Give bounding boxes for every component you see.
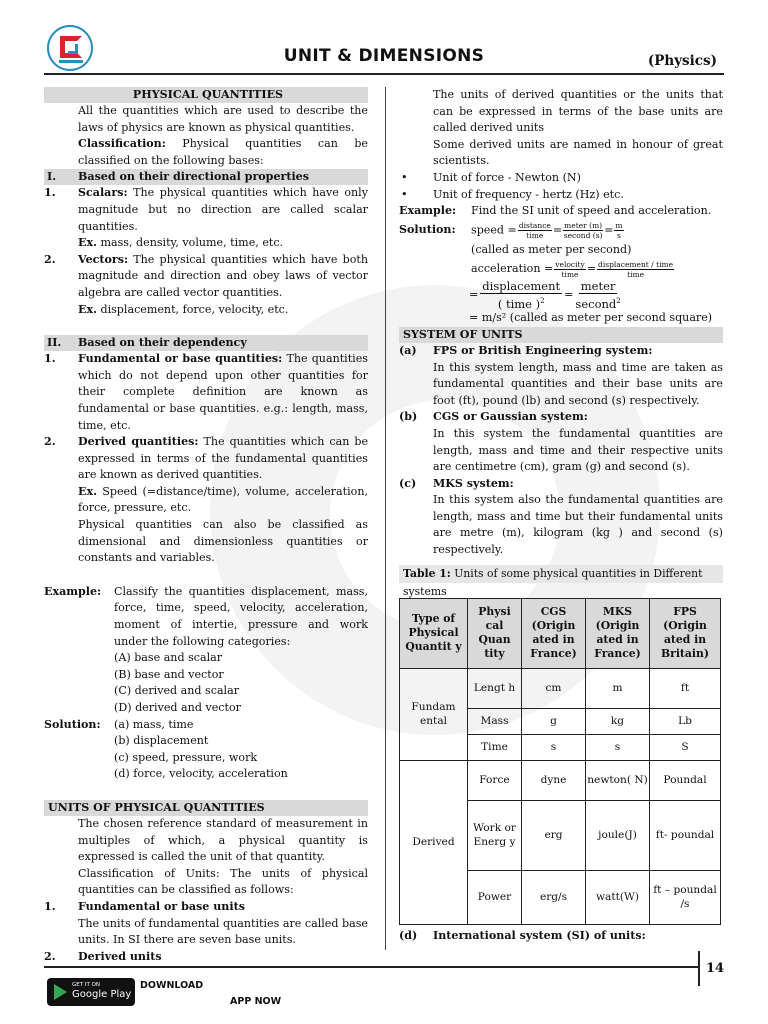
list-item: 1. Fundamental or base quantities: The quantities which do not depend upon other quantities for their complete definition are known as fundamental or base quantities. e.g.: length, mass, time, etc. (44, 352, 368, 432)
page-number-bar (698, 951, 700, 986)
table-header: CGS (Origin ated in France) (522, 598, 586, 668)
list-item: 2. Derived quantities: The quantities which can be expressed in terms of the fundamental quantities are known as derived quantities. Ex. Speed (=distance/time), volume, acceleration, force, pressure, etc. Physical quantities can also be classified as dimensional and dimensionless quantities or constants and variables. (44, 435, 369, 565)
bullet-item: • Unit of force - Newton (N) (401, 170, 581, 184)
list-item: 1. Fundamental or base units The units of fundamental quantities are called base units. In SI there are seven base units. (44, 899, 368, 947)
paragraph: Some derived units are named in honour of great scientists. (433, 137, 723, 168)
table-cell: Lengt h (468, 668, 522, 708)
table-cell: Work or Energ y (468, 800, 522, 870)
solution-line: (a) mass, time (114, 717, 194, 731)
table-header: MKS (Origin ated in France) (586, 598, 650, 668)
table-cell: m (586, 668, 650, 708)
google-play-button[interactable] (47, 978, 135, 1006)
page-number: 14 (706, 961, 725, 976)
table-cell: ft (650, 668, 721, 708)
table-cell: newton( N) (586, 760, 650, 800)
list-item: (b) CGS or Gaussian system: In this system the fundamental quantities are length, mass and time and their respective units are centimetre (cm), gram (g) and second (s). (399, 410, 723, 474)
table-caption: Table 1: Units of some physical quantities in Different systems (399, 565, 723, 583)
table-row (400, 668, 721, 708)
table-cell: ft- poundal (650, 800, 721, 870)
paragraph: Classification: Physical quantities can be classified on the following bases: (78, 137, 368, 167)
solution-line: (d) force, velocity, acceleration (114, 767, 288, 781)
example-option: (A) base and scalar (114, 651, 223, 665)
list-item: (c) MKS system: In this system also the fundamental quantities are length, mass and time but their fundamental units are metre (m), kilogram (kg ) and second (s) respectively. (399, 476, 723, 557)
example-option: (C) derived and scalar (114, 684, 240, 698)
paragraph: The chosen reference standard of measurement in multiples of which, a physical quantity is expressed is called the unit of that quantity. (78, 816, 368, 864)
section-heading: SYSTEM OF UNITS (399, 327, 723, 343)
paragraph: The units of derived quantities or the units that can be expressed in terms of the base units are called derived units (433, 88, 723, 135)
category-cell: Derived (400, 760, 468, 924)
table-cell: Poundal (650, 760, 721, 800)
table-cell: Power (468, 870, 522, 924)
table-cell: s (586, 734, 650, 760)
table-cell: Time (468, 734, 522, 760)
list-item: 2. Derived units (44, 949, 162, 963)
table-row (400, 760, 721, 800)
subsection-heading: I. Based on their directional properties (44, 169, 368, 185)
table-cell: erg (522, 800, 586, 870)
paragraph: All the quantities which are used to describe the laws of physics are known as physical quantities. (78, 104, 368, 134)
example-option: (D) derived and vector (114, 701, 241, 714)
table-header-row (400, 598, 721, 668)
table-cell: watt(W) (586, 870, 650, 924)
table-cell: erg/s (522, 870, 586, 924)
bullet-item: • Unit of frequency - hertz (Hz) etc. (401, 187, 624, 201)
table-header: Type of Physical Quantit y (400, 598, 468, 668)
section-heading: UNITS OF PHYSICAL QUANTITIES (44, 800, 368, 816)
header-rule (44, 73, 724, 75)
play-store-icon (54, 984, 67, 1000)
example-block: Example: Find the SI unit of speed and acceleration. (399, 204, 712, 218)
solution-line: (b) displacement (114, 734, 209, 748)
app-now-label: APP NOW (230, 996, 282, 1007)
subsection-heading: II. Based on their dependency (44, 335, 368, 351)
table-cell: Mass (468, 708, 522, 734)
footer-rule (44, 966, 699, 968)
example-block: Example: Classify the quantities displacement, mass, force, time, speed, velocity, acceleration, moment of intertie, pressure and work under the following categories: (A) base and scalar (B) base and vector (C) derived and scalar (D) derived and vector (44, 584, 368, 717)
download-label: DOWNLOAD (140, 980, 204, 991)
table-cell: joule(J) (586, 800, 650, 870)
table-cell: g (522, 708, 586, 734)
table-cell: dyne (522, 760, 586, 800)
category-cell: Fundam ental (400, 668, 468, 760)
accel-equation: acceleration = $\frac{\text{velocity}}{\text{time}}$ = $\frac{\text{displacement / time}}{\text{time}}$ (471, 259, 674, 279)
table-header: Physi cal Quan tity (468, 598, 522, 668)
list-item: 1. Scalars: The physical quantities which have only magnitude but no direction are called scalar quantities. Ex. mass, density, volume, time, etc. (44, 186, 368, 250)
table-cell: s (522, 734, 586, 760)
left-column (44, 87, 368, 965)
subject-label: (Physics) (647, 53, 717, 69)
table-cell: Force (468, 760, 522, 800)
speed-note: (called as meter per second) (471, 242, 632, 256)
right-column (399, 87, 723, 944)
table-header: FPS (Origin ated in Britain) (650, 598, 721, 668)
accel-result: = m/s² (called as meter per second square) (469, 311, 713, 325)
table-cell: S (650, 734, 721, 760)
list-item: (d) International system (SI) of units: (399, 928, 646, 942)
speed-equation: Solution: speed = $\frac{\text{distance}}{\text{time}}$ = $\frac{\text{meter (m)}}{\text{second (s)}}$ = $\frac{m}{s}$ (399, 221, 623, 241)
solution-block: Solution: (a) mass, time (b) displacement (c) speed, pressure, work (d) force, velocity, acceleration (44, 717, 368, 783)
solution-line: (c) speed, pressure, work (114, 750, 258, 764)
table-cell: Lb (650, 708, 721, 734)
table-cell: ft – poundal /s (650, 870, 721, 924)
store-badge-small: GET IT ON (72, 982, 101, 988)
table-cell: cm (522, 668, 586, 708)
page-title: UNIT & DIMENSIONS (283, 46, 485, 66)
store-badge-label: Google Play (72, 989, 132, 1000)
section-heading: PHYSICAL QUANTITIES (44, 87, 368, 103)
list-item: (a) FPS or British Engineering system: In this system length, mass and time are taken as fundamental quantities and their base units are foot (ft), pound (lb) and second (s) respectively. (399, 343, 723, 407)
table-cell: kg (586, 708, 650, 734)
example-option: (B) base and vector (114, 667, 224, 681)
list-item: 2. Vectors: The physical quantities which have both magnitude and direction and obey laws of vector algebra are called vector quantities. Ex. displacement, force, velocity, etc. (44, 252, 368, 316)
units-table (399, 598, 721, 925)
paragraph: Classification of Units: The units of physical quantities can be classified as follows: (78, 866, 368, 897)
accel-equation-2: = displacement ( time )$^2$ = meter second$^2$ (469, 279, 621, 312)
column-divider (385, 87, 386, 950)
